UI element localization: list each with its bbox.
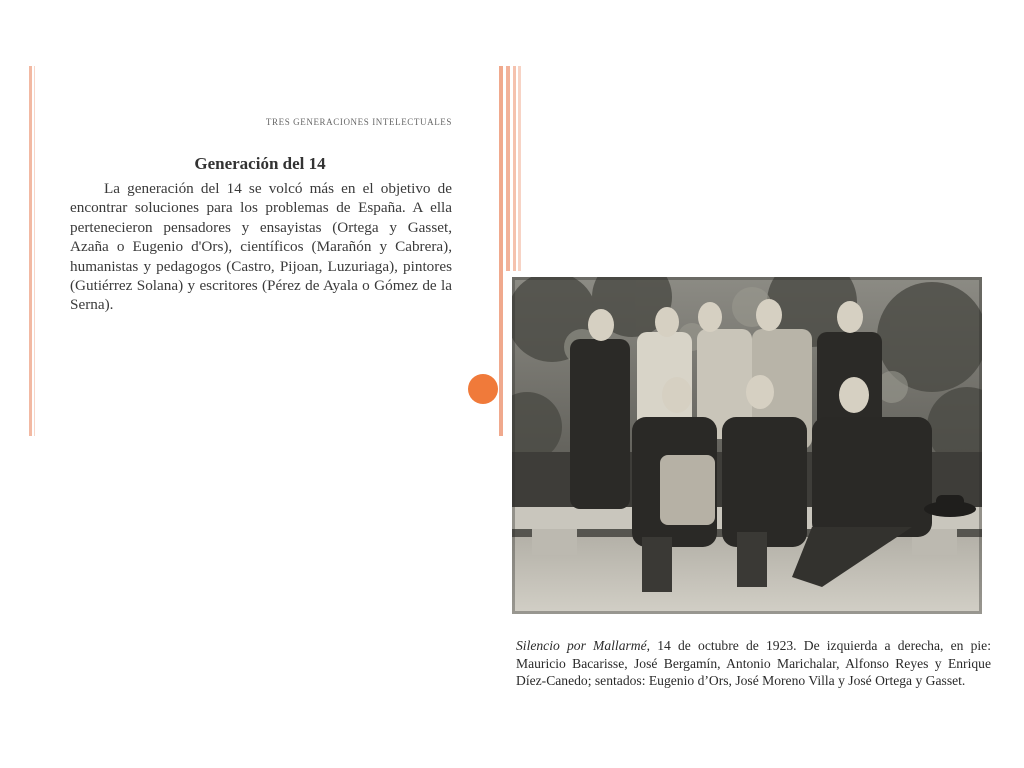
caption-title: Silencio por Mallarmé: [516, 638, 647, 653]
photo-caption: [516, 637, 991, 690]
page-header: TRES GENERACIONES INTELECTUALES: [265, 117, 452, 127]
center-rule-a: [506, 66, 510, 271]
center-rule-c: [518, 66, 521, 271]
accent-dot: [468, 374, 498, 404]
group-photo: [512, 277, 982, 614]
left-rule-thin: [34, 66, 35, 436]
center-rule: [499, 66, 503, 436]
body-paragraph: La generación del 14 se volcó más en el objetivo de encontrar soluciones para los problemas de España. A ella pertenecieron pensadores y ensayistas (Ortega y Gasset, Azaña o Eugenio d'Ors), científicos (Marañón y Cabrera), humanistas y pedagogos (Castro, Pijoan, Luzuriaga), pintores (Gutiérrez Solana) y escritores (Pérez de Ayala o Gómez de la Serna).: [70, 180, 452, 314]
section-title: Generación del 14: [194, 154, 326, 173]
center-rule-b: [513, 66, 516, 271]
left-rule: [29, 66, 32, 436]
caption-text: , 14 de octubre de 1923. De izquierda a derecha, en pie: Mauricio Bacarisse, José Bergamín, Antonio Marichalar, Alfonso Reyes y Enrique Díez-Canedo; sentados: Eugenio d’Ors, José Moreno Villa y José Ortega y Gasset.: [516, 638, 991, 689]
